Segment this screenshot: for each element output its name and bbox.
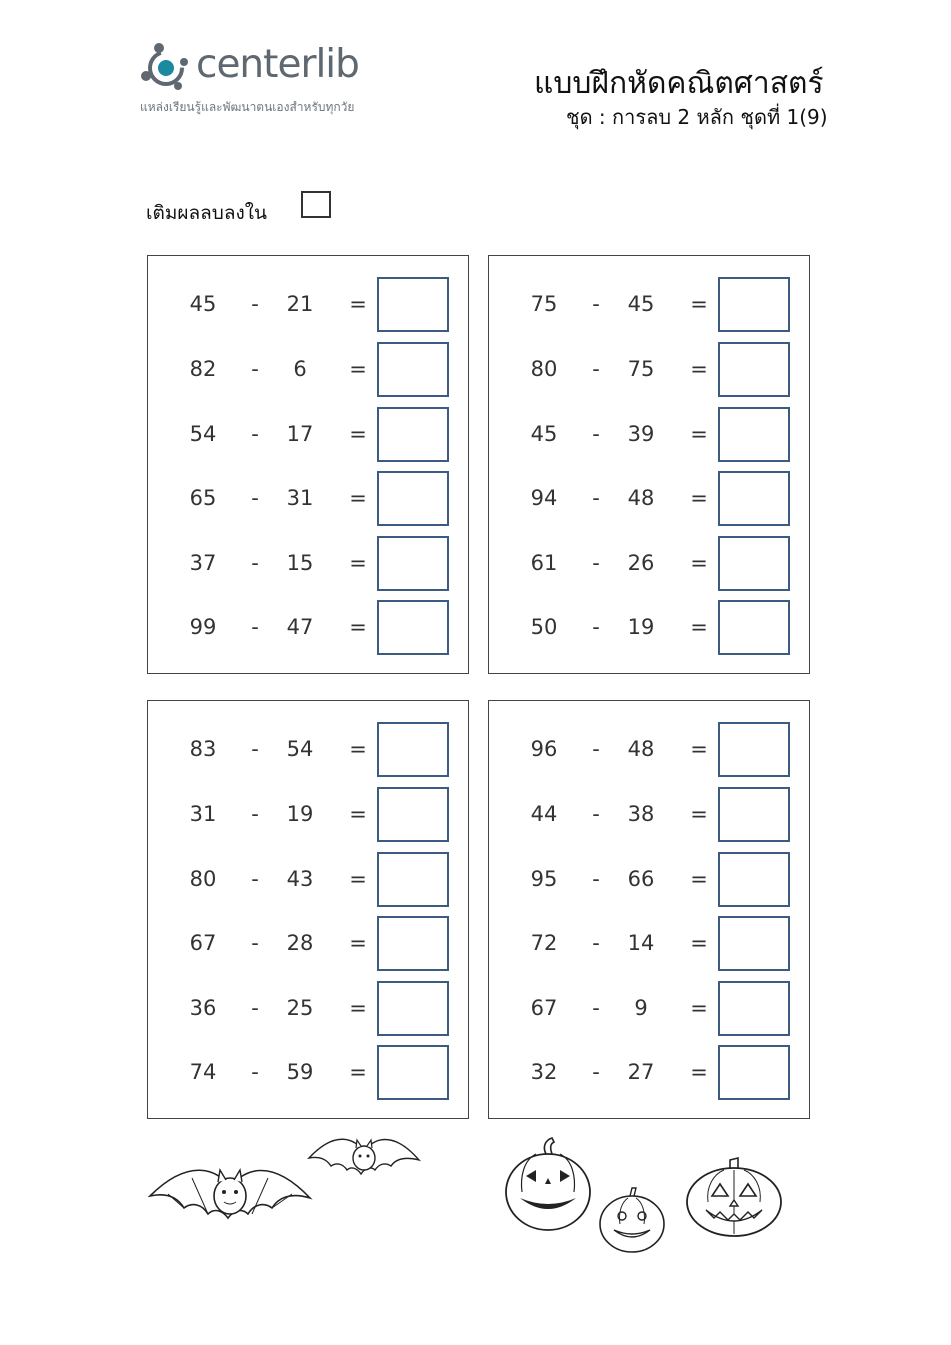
equals-sign: =: [349, 422, 367, 446]
minuend: 67: [530, 996, 558, 1020]
answer-box[interactable]: [377, 407, 449, 462]
problem-row: [489, 535, 809, 591]
equals-sign: =: [690, 737, 708, 761]
minus-sign: -: [251, 867, 259, 891]
subtrahend: 6: [293, 357, 307, 381]
bat-large-icon: [148, 1158, 313, 1238]
equals-sign: =: [690, 615, 708, 639]
minus-sign: -: [592, 551, 600, 575]
minuend: 45: [189, 292, 217, 316]
jack-o-lantern-large-icon: [502, 1136, 594, 1232]
minuend: 72: [530, 931, 558, 955]
minus-sign: -: [592, 292, 600, 316]
page-title: แบบฝึกหัดคณิตศาสตร์: [534, 66, 824, 101]
subtrahend: 19: [627, 615, 655, 639]
minus-sign: -: [251, 422, 259, 446]
minuend: 36: [189, 996, 217, 1020]
problem-row: [148, 721, 468, 777]
equals-sign: =: [349, 551, 367, 575]
minus-sign: -: [592, 422, 600, 446]
equals-sign: =: [349, 357, 367, 381]
equals-sign: =: [349, 292, 367, 316]
problem-panel-4: [488, 700, 810, 1119]
minuend: 96: [530, 737, 558, 761]
minus-sign: -: [251, 551, 259, 575]
answer-box[interactable]: [377, 722, 449, 777]
minuend: 32: [530, 1060, 558, 1084]
logo-wordmark: centerlib: [196, 42, 359, 87]
minuend: 65: [189, 486, 217, 510]
problem-row: [489, 980, 809, 1036]
problem-row: [148, 341, 468, 397]
answer-box[interactable]: [718, 852, 790, 907]
equals-sign: =: [349, 996, 367, 1020]
subtrahend: 75: [627, 357, 655, 381]
minuend: 50: [530, 615, 558, 639]
subtrahend: 14: [627, 931, 655, 955]
subtrahend: 54: [286, 737, 314, 761]
subtrahend: 48: [627, 737, 655, 761]
subtrahend: 47: [286, 615, 314, 639]
equals-sign: =: [349, 486, 367, 510]
minuend: 94: [530, 486, 558, 510]
answer-box[interactable]: [718, 981, 790, 1036]
subtrahend: 31: [286, 486, 314, 510]
equals-sign: =: [349, 615, 367, 639]
answer-box[interactable]: [377, 277, 449, 332]
problem-row: [489, 851, 809, 907]
minus-sign: -: [592, 931, 600, 955]
minus-sign: -: [592, 486, 600, 510]
minuend: 61: [530, 551, 558, 575]
problem-row: [489, 276, 809, 332]
subtrahend: 43: [286, 867, 314, 891]
problem-row: [489, 599, 809, 655]
subtrahend: 25: [286, 996, 314, 1020]
minuend: 74: [189, 1060, 217, 1084]
minus-sign: -: [251, 996, 259, 1020]
problem-panel-1: [147, 255, 469, 674]
logo-network-icon: [138, 42, 194, 98]
equals-sign: =: [690, 867, 708, 891]
minus-sign: -: [251, 357, 259, 381]
equals-sign: =: [349, 867, 367, 891]
subtrahend: 9: [634, 996, 648, 1020]
equals-sign: =: [690, 996, 708, 1020]
subtrahend: 66: [627, 867, 655, 891]
answer-box[interactable]: [377, 916, 449, 971]
equals-sign: =: [690, 1060, 708, 1084]
jack-o-lantern-small-icon: [596, 1186, 668, 1254]
problem-panel-2: [488, 255, 810, 674]
problem-row: [148, 535, 468, 591]
minuend: 54: [189, 422, 217, 446]
bat-small-icon: [307, 1132, 422, 1190]
minuend: 44: [530, 802, 558, 826]
equals-sign: =: [349, 802, 367, 826]
problem-row: [489, 406, 809, 462]
problem-row: [148, 915, 468, 971]
instruction-text: เติมผลลบลงใน: [146, 202, 268, 224]
minuend: 80: [189, 867, 217, 891]
answer-box[interactable]: [718, 536, 790, 591]
centerlib-logo: [138, 38, 408, 128]
minus-sign: -: [251, 1060, 259, 1084]
subtrahend: 17: [286, 422, 314, 446]
minus-sign: -: [251, 737, 259, 761]
minus-sign: -: [251, 931, 259, 955]
minus-sign: -: [592, 867, 600, 891]
problem-row: [148, 786, 468, 842]
answer-box[interactable]: [718, 722, 790, 777]
answer-box[interactable]: [718, 277, 790, 332]
problem-row: [148, 1044, 468, 1100]
problem-row: [489, 470, 809, 526]
minuend: 67: [189, 931, 217, 955]
equals-sign: =: [690, 486, 708, 510]
problem-row: [148, 851, 468, 907]
minuend: 31: [189, 802, 217, 826]
problem-row: [489, 721, 809, 777]
minuend: 83: [189, 737, 217, 761]
equals-sign: =: [690, 802, 708, 826]
equals-sign: =: [349, 931, 367, 955]
answer-box[interactable]: [377, 342, 449, 397]
minus-sign: -: [592, 802, 600, 826]
minus-sign: -: [592, 1060, 600, 1084]
subtrahend: 19: [286, 802, 314, 826]
minuend: 82: [189, 357, 217, 381]
problem-row: [489, 341, 809, 397]
minus-sign: -: [251, 486, 259, 510]
subtrahend: 59: [286, 1060, 314, 1084]
subtrahend: 48: [627, 486, 655, 510]
answer-box[interactable]: [718, 600, 790, 655]
subtrahend: 38: [627, 802, 655, 826]
subtrahend: 27: [627, 1060, 655, 1084]
answer-box[interactable]: [718, 342, 790, 397]
answer-box[interactable]: [377, 852, 449, 907]
minus-sign: -: [592, 996, 600, 1020]
answer-box[interactable]: [377, 600, 449, 655]
minuend: 95: [530, 867, 558, 891]
answer-box[interactable]: [718, 916, 790, 971]
minuend: 80: [530, 357, 558, 381]
minus-sign: -: [251, 292, 259, 316]
minus-sign: -: [251, 615, 259, 639]
minus-sign: -: [251, 802, 259, 826]
subtrahend: 15: [286, 551, 314, 575]
logo-tagline: แหล่งเรียนรู้และพัฒนาตนเองสำหรับทุกวัย: [140, 100, 355, 114]
subtrahend: 21: [286, 292, 314, 316]
problem-row: [148, 599, 468, 655]
equals-sign: =: [690, 292, 708, 316]
problem-row: [489, 1044, 809, 1100]
problem-row: [489, 915, 809, 971]
equals-sign: =: [690, 422, 708, 446]
minuend: 37: [189, 551, 217, 575]
equals-sign: =: [349, 737, 367, 761]
answer-box[interactable]: [718, 407, 790, 462]
subtrahend: 28: [286, 931, 314, 955]
subtrahend: 26: [627, 551, 655, 575]
equals-sign: =: [690, 931, 708, 955]
equals-sign: =: [690, 357, 708, 381]
minus-sign: -: [592, 737, 600, 761]
instruction-box-icon: [301, 191, 331, 218]
subtrahend: 39: [627, 422, 655, 446]
problem-panel-3: [147, 700, 469, 1119]
minus-sign: -: [592, 357, 600, 381]
problem-row: [148, 470, 468, 526]
jack-o-lantern-right-icon: [684, 1156, 784, 1240]
equals-sign: =: [349, 1060, 367, 1084]
problem-row: [489, 786, 809, 842]
minuend: 75: [530, 292, 558, 316]
problem-row: [148, 980, 468, 1036]
problem-row: [148, 276, 468, 332]
answer-box[interactable]: [377, 981, 449, 1036]
equals-sign: =: [690, 551, 708, 575]
answer-box[interactable]: [377, 471, 449, 526]
page-subtitle: ชุด : การลบ 2 หลัก ชุดที่ 1(9): [566, 105, 828, 129]
minus-sign: -: [592, 615, 600, 639]
problem-row: [148, 406, 468, 462]
minuend: 45: [530, 422, 558, 446]
answer-box[interactable]: [718, 787, 790, 842]
minuend: 99: [189, 615, 217, 639]
answer-box[interactable]: [718, 471, 790, 526]
answer-box[interactable]: [377, 536, 449, 591]
answer-box[interactable]: [377, 1045, 449, 1100]
answer-box[interactable]: [718, 1045, 790, 1100]
subtrahend: 45: [627, 292, 655, 316]
answer-box[interactable]: [377, 787, 449, 842]
